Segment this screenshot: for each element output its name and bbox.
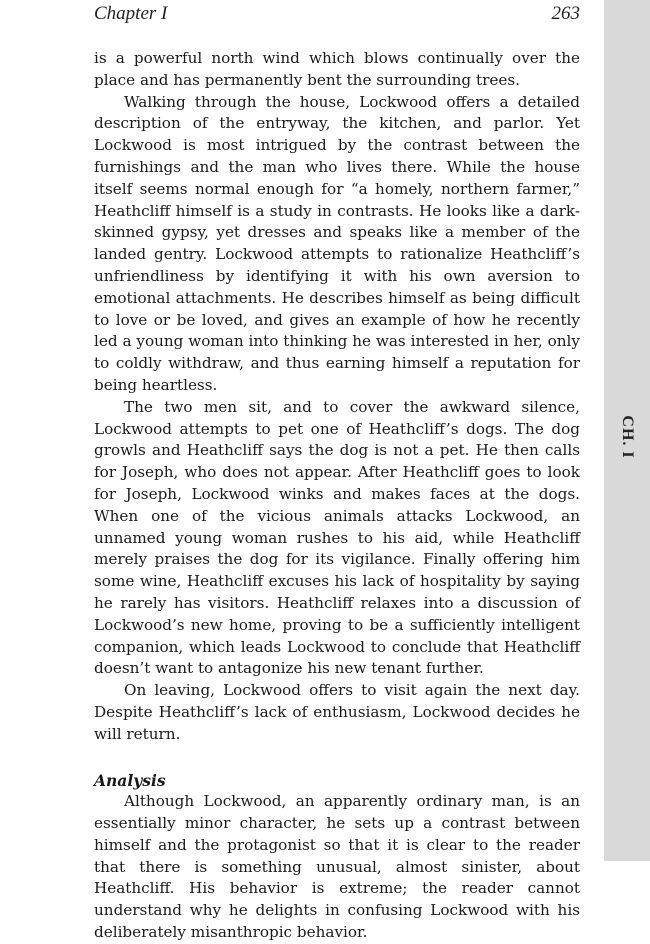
- chapter-title: Chapter I: [94, 3, 168, 24]
- page-number: 263: [551, 3, 580, 24]
- page-body: [94, 48, 580, 944]
- paragraph-house-description: Walking through the house, Lockwood offers a detailed description of the entryway, the kitchen, and parlor. Yet Lockwood is most intrigued by the contrast between the furnishings and the man who lives there. While the house itself seems normal enough for “a homely, northern farmer,” Heathcliff himself is a study in contrasts. He looks like a dark-skinned gypsy, yet dresses and speaks like a member of the landed gentry. Lockwood attempts to rationalize Heathcliff’s unfriendliness by identifying it with his own aversion to emotional attachments. He describes himself as being difficult to love or be loved, and gives an example of how he recently led a young woman into thinking he was interested in her, only to coldly withdraw, and thus earning himself a reputation for being heartless.: [94, 92, 580, 394]
- paragraph-leaving: On leaving, Lockwood offers to visit again the next day. Despite Heathcliff’s lack of enthusiasm, Lockwood decides he will return.: [94, 681, 580, 743]
- chapter-side-tab: [604, 0, 650, 861]
- chapter-tab-label: CH. I: [619, 415, 636, 459]
- section-heading-analysis: Analysis: [94, 770, 166, 790]
- paragraph-analysis: Although Lockwood, an apparently ordinary man, is an essentially minor character, he sets up a contrast between himself and the protagonist so that it is clear to the reader that there is something unusual, almost sinister, about Heathcliff. His behavior is extreme; the reader cannot understand why he delights in confusing Lockwood with his deliberately misanthropic behavior.: [94, 792, 580, 942]
- paragraph-dogs-scene: The two men sit, and to cover the awkward silence, Lockwood attempts to pet one of Heathcliff’s dogs. The dog growls and Heathcliff says the dog is not a pet. He then calls for Joseph, who does not appear. After Heathcliff goes to look for Joseph, Lockwood winks and makes faces at the dogs. When one of the vicious animals attacks Lockwood, an unnamed young woman rushes to his aid, while Heathcliff merely praises the dog for its vigilance. Finally offering him some wine, Heathcliff excuses his lack of hospitality by saying he rarely has visitors. Heathcliff relaxes into a discussion of Lockwood’s new home, proving to be a sufficiently intelligent companion, which leads Lockwood to conclude that Heathcliff doesn’t want to antagonize his new tenant further.: [94, 397, 580, 678]
- paragraph-continuation: is a powerful north wind which blows continually over the place and has permanently bent the surrounding trees.: [94, 49, 580, 89]
- page-header: [94, 3, 580, 25]
